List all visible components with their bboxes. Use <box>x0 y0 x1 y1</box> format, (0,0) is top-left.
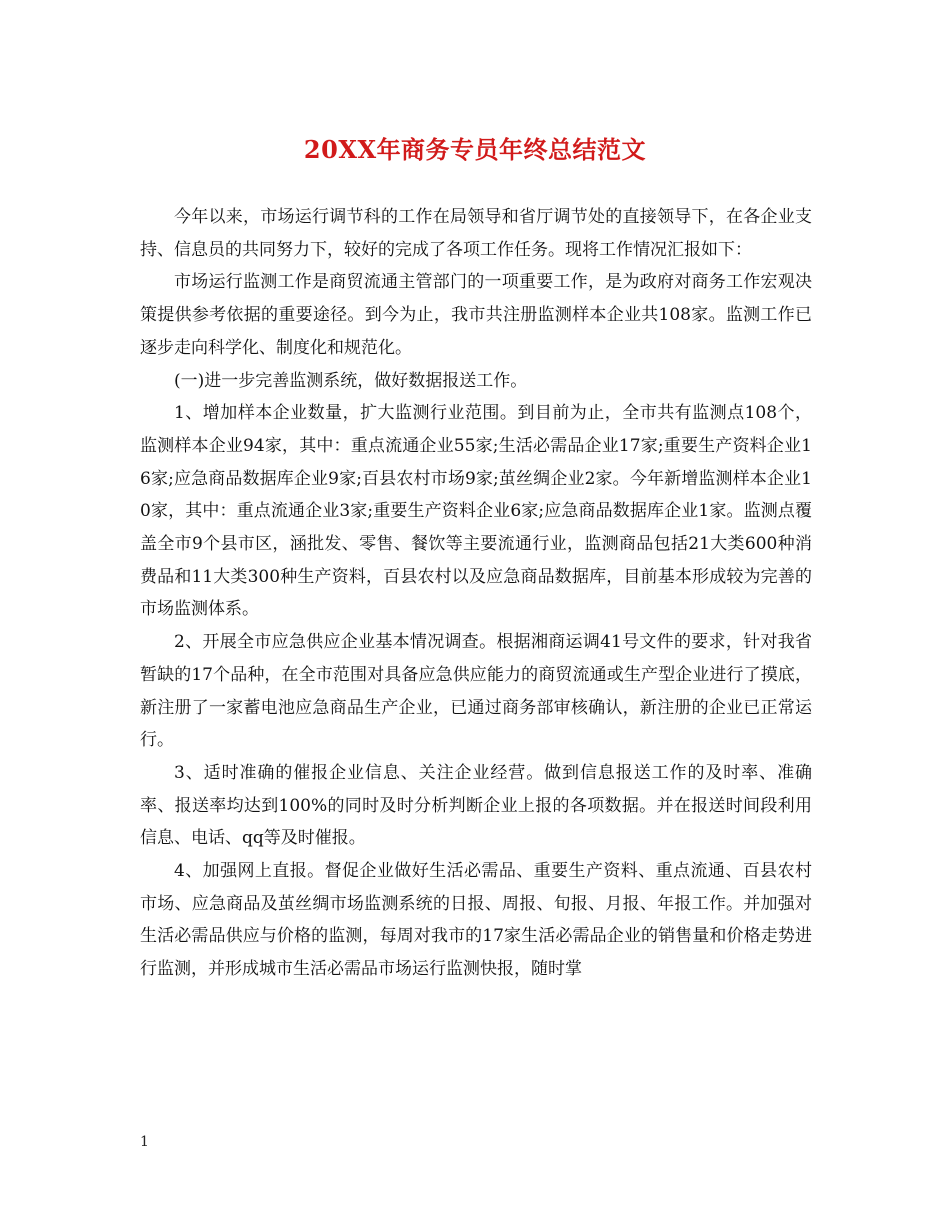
paragraph-item-2: 2、开展全市应急供应企业基本情况调查。根据湘商运调41号文件的要求，针对我省暂缺的17个品种，在全市范围对具备应急供应能力的商贸流通或生产型企业进行了摸底，新注册了一家蓄电池应急商品生产企业，已通过商务部审核确认，新注册的企业已正常运行。 <box>140 632 812 751</box>
paragraph-section-heading: (一)进一步完善监测系统，做好数据报送工作。 <box>174 370 528 391</box>
document-title: 20XX年商务专员年终总结范文 <box>303 135 647 164</box>
page-number: 1 <box>140 1134 149 1150</box>
paragraph-intro: 今年以来，市场运行调节科的工作在局领导和省厅调节处的直接领导下，在各企业支持、信息员的共同努力下，较好的完成了各项工作任务。现将工作情况汇报如下： <box>140 207 812 260</box>
paragraph-monitoring-overview: 市场运行监测工作是商贸流通主管部门的一项重要工作，是为政府对商务工作宏观决策提供参考依据的重要途径。到今为止，我市共注册监测样本企业共108家。监测工作已逐步走向科学化、制度化和规范化。 <box>140 272 812 358</box>
paragraph-item-1: 1、增加样本企业数量，扩大监测行业范围。到目前为止，全市共有监测点108个，监测样本企业94家，其中：重点流通企业55家;生活必需品企业17家;重要生产资料企业16家;应急商品数据库企业9家;百县农村市场9家;茧丝绸企业2家。今年新增监测样本企业10家，其中：重点流通企业3家;重要生产资料企业6家;应急商品数据库企业1家。监测点覆盖全市9个县市区，涵批发、零售、餐饮等主要流通行业，监测商品包括21大类600种消费品和11大类300种生产资料，百县农村以及应急商品数据库，目前基本形成较为完善的市场监测体系。 <box>140 403 812 620</box>
paragraph-item-3: 3、适时准确的催报企业信息、关注企业经营。做到信息报送工作的及时率、准确率、报送率均达到100%的同时及时分析判断企业上报的各项数据。并在报送时间段利用信息、电话、qq等及时催报。 <box>140 762 812 849</box>
paragraph-item-4: 4、加强网上直报。督促企业做好生活必需品、重要生产资料、重点流通、百县农村市场、应急商品及茧丝绸市场监测系统的日报、周报、旬报、月报、年报工作。并加强对生活必需品供应与价格的监测，每周对我市的17家生活必需品企业的销售量和价格走势进行监测，并形成城市生活必需品市场运行监测快报，随时掌 <box>140 861 812 980</box>
document-body <box>140 201 812 986</box>
